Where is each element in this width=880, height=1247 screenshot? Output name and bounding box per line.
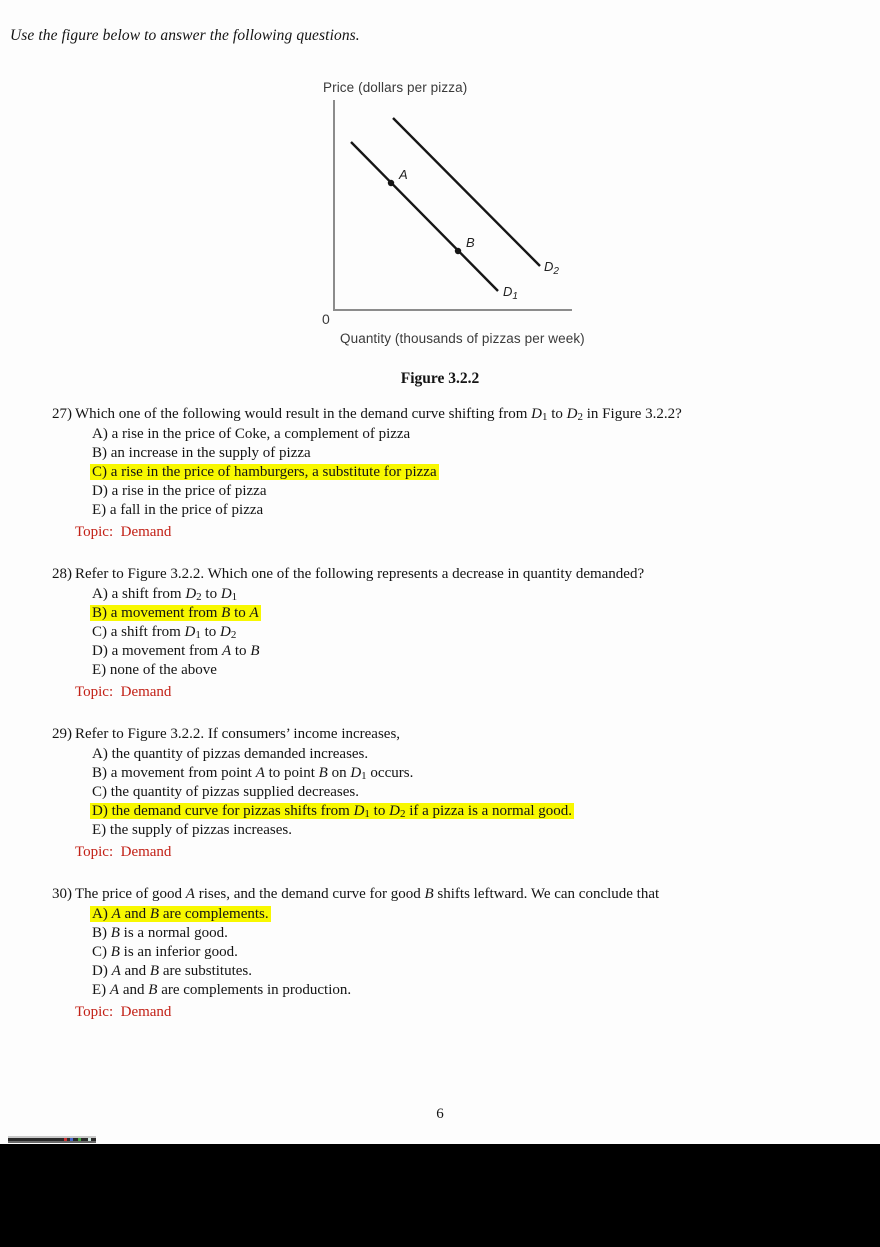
option xyxy=(90,802,844,821)
option-text: C) a shift from $D_1$ to $D_2$ xyxy=(92,624,237,641)
topic-label: Topic: Demand xyxy=(75,1004,172,1020)
demand-curve-chart xyxy=(322,82,584,328)
option xyxy=(90,981,844,1000)
origin-label: 0 xyxy=(322,311,330,327)
question-number: 27) xyxy=(52,406,72,422)
options xyxy=(90,905,844,1000)
option-text-highlighted: B) a movement from B to A xyxy=(92,605,259,621)
option xyxy=(90,783,844,802)
question-text: Refer to Figure 3.2.2. Which one of the following represents a decrease in quantity demanded? xyxy=(75,566,645,582)
option xyxy=(90,623,844,642)
question-text: Which one of the following would result in the demand curve shifting from $D_1$ to $D_2$ in Figure 3.2.2? xyxy=(75,406,682,423)
question-text: The price of good A rises, and the demand curve for good B shifts leftward. We can conclude that xyxy=(75,886,660,902)
curve-d2-label: $D_2$ xyxy=(544,259,559,277)
question-block xyxy=(52,565,844,702)
option xyxy=(90,943,844,962)
option-text: C) the quantity of pizzas supplied decreases. xyxy=(92,784,359,800)
options xyxy=(90,585,844,680)
question-text: Refer to Figure 3.2.2. If consumers’ income increases, xyxy=(75,726,401,742)
option-text: A) a rise in the price of Coke, a complement of pizza xyxy=(92,426,411,442)
option-text-highlighted: D) the demand curve for pizzas shifts from $D_1$ to $D_2$ if a pizza is a normal good. xyxy=(92,803,573,820)
point-a-marker xyxy=(388,180,394,186)
option-text: E) none of the above xyxy=(92,662,217,678)
question-block xyxy=(52,405,844,542)
fragment-green-pixel xyxy=(78,1138,81,1141)
option-text: D) A and B are substitutes. xyxy=(92,963,252,979)
question-block xyxy=(52,885,844,1022)
option xyxy=(90,764,844,783)
option xyxy=(90,444,844,463)
option-text: C) B is an inferior good. xyxy=(92,944,238,960)
topic-label: Topic: Demand xyxy=(75,844,172,860)
bottom-black-bar xyxy=(0,1144,880,1247)
curve-d1-label: $D_1$ xyxy=(503,284,518,302)
options xyxy=(90,425,844,520)
questions-section xyxy=(52,405,844,1045)
demand-figure xyxy=(322,82,590,364)
question-number: 29) xyxy=(52,726,72,742)
demand-curve-d1 xyxy=(351,142,498,291)
question-block xyxy=(52,725,844,862)
fragment-blue-pixel xyxy=(70,1138,73,1141)
option-text: A) the quantity of pizzas demanded increases. xyxy=(92,746,369,762)
option xyxy=(90,905,844,924)
option-text-highlighted: C) a rise in the price of hamburgers, a substitute for pizza xyxy=(92,464,437,480)
point-a-label: A xyxy=(399,167,408,182)
option-text: D) a rise in the price of pizza xyxy=(92,483,267,499)
x-axis-label: Quantity (thousands of pizzas per week) xyxy=(340,331,585,346)
point-b-marker xyxy=(455,248,461,254)
option xyxy=(90,482,844,501)
taskbar-fragment xyxy=(8,1136,96,1143)
point-b-label: B xyxy=(466,235,475,250)
option-text: E) a fall in the price of pizza xyxy=(92,502,264,518)
option xyxy=(90,463,844,482)
y-axis-label: Price (dollars per pizza) xyxy=(323,80,468,95)
option xyxy=(90,924,844,943)
options xyxy=(90,745,844,840)
option-text: E) A and B are complements in production. xyxy=(92,982,352,998)
question-number: 30) xyxy=(52,886,72,902)
fragment-red-pixel xyxy=(64,1138,67,1141)
instruction-text: Use the figure below to answer the following questions. xyxy=(10,27,360,44)
option xyxy=(90,642,844,661)
option xyxy=(90,661,844,680)
option xyxy=(90,962,844,981)
option xyxy=(90,604,844,623)
question-number: 28) xyxy=(52,566,72,582)
option xyxy=(90,745,844,764)
option-text: B) an increase in the supply of pizza xyxy=(92,445,311,461)
option xyxy=(90,425,844,444)
figure-caption: Figure 3.2.2 xyxy=(400,370,480,387)
fragment-light-pixel xyxy=(88,1138,91,1141)
option xyxy=(90,585,844,604)
option-text: D) a movement from A to B xyxy=(92,643,260,659)
topic-label: Topic: Demand xyxy=(75,524,172,540)
option-text-highlighted: A) A and B are complements. xyxy=(92,906,269,922)
topic-label: Topic: Demand xyxy=(75,684,172,700)
option-text: B) a movement from point A to point B on $D_1$ occurs. xyxy=(92,765,414,782)
option-text: E) the supply of pizzas increases. xyxy=(92,822,292,838)
option xyxy=(90,821,844,840)
option-text: A) a shift from $D_2$ to $D_1$ xyxy=(92,586,238,603)
option-text: B) B is a normal good. xyxy=(92,925,228,941)
page-number: 6 xyxy=(436,1106,444,1122)
option xyxy=(90,501,844,520)
